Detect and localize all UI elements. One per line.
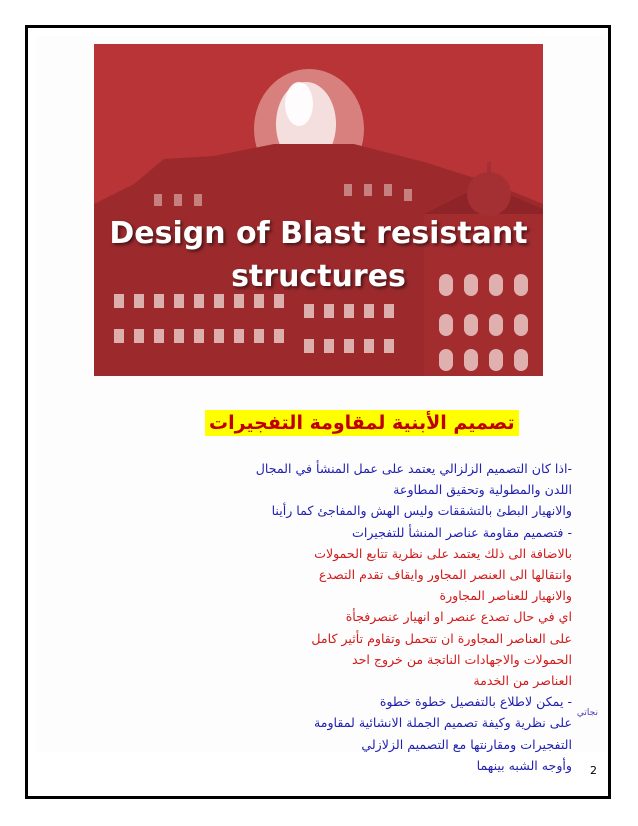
text-line: وأوجه الشبه بينهما (476, 757, 572, 773)
text-line: اي في حال تصدع عنصر او انهيار عنصرفجأة (345, 609, 572, 625)
text-line: -اذا كان التصميم الزلزالي يعتمد على عمل المنشأ في المجال (255, 461, 572, 476)
text-line: اللدن والمطولية وتحقيق المطاوعة (393, 482, 572, 498)
text-line: - فتصميم مقاومة عناصر المنشأ للتفجيرات (352, 524, 572, 540)
building-illustration (94, 44, 543, 376)
text-line: على نظرية وكيفة تصميم الجملة الانشائية لمقاومة (313, 715, 572, 731)
text-line: العناصر من الخدمة (473, 673, 572, 689)
body-text (255, 458, 572, 776)
text-line: والانهيار البطئ بالتشققات وليس الهش والمفاجئ كما رأينا (271, 503, 572, 519)
text-line: بالاضافة الى ذلك يعتمد على نظرية تتابع الحمولات (314, 545, 572, 561)
author-signature: نجاتي (576, 708, 598, 718)
page-number: 2 (590, 764, 597, 777)
text-line: الحمولات والاجهادات الناتجة من خروج احد (352, 651, 572, 667)
cover-title-line1: Design of Blast resistant (109, 216, 528, 251)
cover-image (94, 44, 543, 376)
text-line: وانتقالها الى العنصر المجاور وايقاف تقدم التصدع (318, 567, 572, 583)
text-line: - يمكن لاطلاع بالتفصيل خطوة خطوة (379, 694, 572, 710)
cover-title-line2: structures (231, 259, 406, 294)
text-line: والانهيار للعناصر المجاورة (439, 588, 572, 604)
section-heading: تصميم الأبنية لمقاومة التفجيرات (205, 410, 519, 436)
text-line: على العناصر المجاورة ان تتحمل وتقاوم تأثير كامل (311, 630, 572, 646)
text-line: التفجيرات ومقارنتها مع التصميم الزلازلي (361, 736, 572, 752)
